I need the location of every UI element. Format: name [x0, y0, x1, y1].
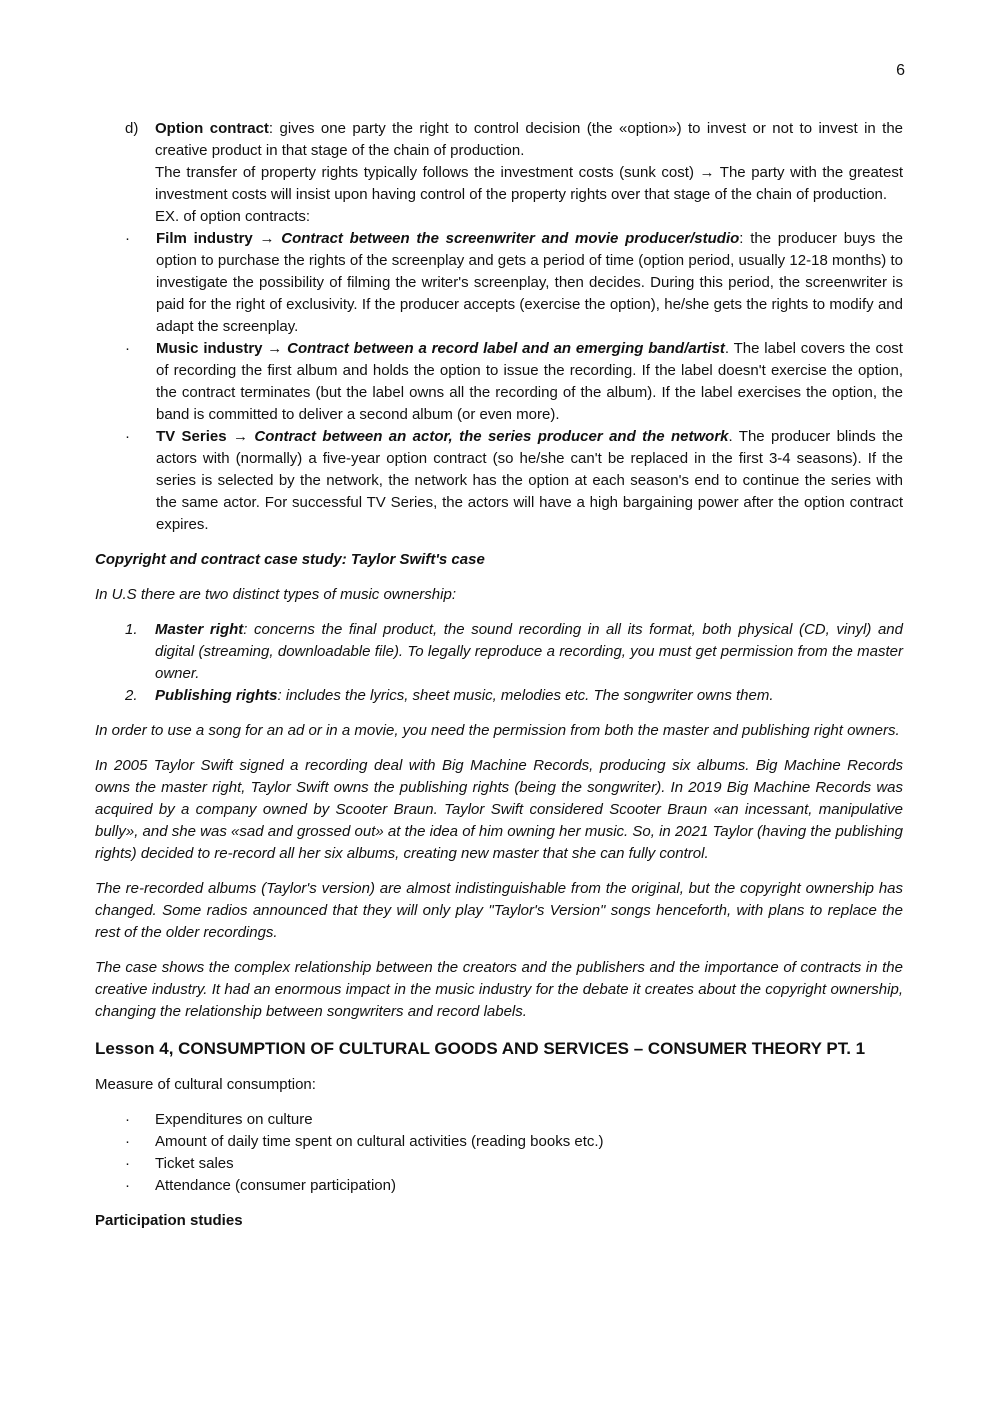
case-paragraph: In 2005 Taylor Swift signed a recording deal with Big Machine Records, producing six albums. Big Machine Records owns the master right, Taylor Swift owns the publishing rights (being the songwriter). In 2019 Big Machine Records was acquired by a company owned by Scooter Braun. Taylor Swift considered Scooter Braun «an incessant, manipulative bully», and she was «sad and grossed out» at the idea of him owning her music. So, in 2021 Taylor (having the publishing rights) decided to re-record all her six albums, creating new master that she can fully control. [95, 757, 903, 862]
case-paragraph: The re-recorded albums (Taylor's version) are almost indistinguishable from the original, but the copyright ownership has changed. Some radios announced that they will only play "Taylor's Version" songs henceforth, with plans to replace the rest of the older recordings. [95, 880, 903, 941]
list-item [95, 685, 903, 707]
list-item [95, 1175, 903, 1197]
definition-text: : gives one party the right to control decision (the «option») to invest or not to invest in the creative product in that stage of the chain of production. [155, 120, 904, 159]
option-contract-item [95, 118, 903, 228]
industry-label: Music industry → [156, 340, 283, 357]
bullet-dot: · [125, 428, 130, 445]
measure-text: Expenditures on culture [155, 1111, 313, 1128]
page-content [95, 118, 903, 1232]
case-paragraph: The case shows the complex relationship between the creators and the publishers and the importance of contracts in the creative industry. It had an enormous impact in the music industry for the debate it creates about the copyright ownership, changing the relationship between songwriters and record labels. [95, 959, 903, 1020]
list-item [95, 338, 903, 426]
list-item [95, 426, 903, 536]
list-number: 1. [125, 621, 138, 638]
measure-intro: Measure of cultural consumption: [95, 1076, 316, 1093]
example-text: : the producer buys the option to purchase the rights of the screenplay and gets a period of time (option period, usually 12-18 months) to investigate the possibility of filming the writer's screenplay, then decides. During this period, the screenwriter is paid for the right of exclusivity. If the producer accepts (exercise the option), he/she gets the rights to modify and adapt the screenplay. [156, 230, 903, 335]
examples-intro: EX. of option contracts: [155, 208, 311, 225]
case-paragraph: In order to use a song for an ad or in a movie, you need the permission from both the master and publishing right owners. [95, 722, 900, 739]
bullet-dot: · [125, 340, 130, 357]
industry-label: TV Series → [156, 428, 248, 445]
page-number: 6 [896, 62, 905, 79]
ownership-term: Publishing rights [155, 687, 278, 704]
list-item [95, 228, 903, 338]
measure-text: Amount of daily time spent on cultural activities (reading books etc.) [155, 1133, 604, 1150]
bullet-dot: · [125, 1111, 130, 1128]
property-rights-transfer: The transfer of property rights typically follows the investment costs (sunk cost) → The party with the greatest investment costs will insist upon having control of the property rights over that stage of the chain of production. [155, 164, 903, 203]
bullet-dot: · [125, 1133, 130, 1150]
bullet-dot: · [125, 1177, 130, 1194]
list-item [95, 1153, 903, 1175]
ownership-types-list [95, 619, 903, 707]
contract-title: Contract between the screenwriter and movie producer/studio [281, 230, 740, 247]
bullet-dot: · [125, 230, 130, 247]
measure-text: Attendance (consumer participation) [155, 1177, 396, 1194]
list-item [95, 1109, 903, 1131]
example-text: . The label covers the cost of recording the first album and holds the option to issue the recording. If the label doesn't exercise the option, the contract terminates (but the label owns all the recording of the album). If the label exercises the option, the band is committed to deliver a second album (or even more). [156, 340, 903, 423]
example-text: . The producer blinds the actors with (normally) a five-year option contract (so he/she can't be replaced in the first 3-4 seasons). If the series is selected by the network, the network has the option at each season's end to continue the series with the same actor. For successful TV Series, the actors will have a high bargaining power after the option contract expires. [156, 428, 904, 533]
industry-label: Film industry → [156, 230, 275, 247]
ownership-text: : concerns the final product, the sound recording in all its format, both physical (CD, vinyl) and digital (streaming, downloadable file). To legally reproduce a recording, you must get permission from the master owner. [155, 621, 903, 682]
ownership-term: Master right [155, 621, 244, 638]
measures-list [95, 1109, 903, 1197]
bullet-dot: · [125, 1155, 130, 1172]
list-item [95, 619, 903, 685]
option-contract-definition [155, 118, 903, 162]
measure-text: Ticket sales [155, 1155, 234, 1172]
list-marker: d) [125, 120, 139, 137]
ownership-intro: In U.S there are two distinct types of music ownership: [95, 586, 456, 603]
contract-title: Contract between a record label and an emerging band/artist [287, 340, 725, 357]
list-item [95, 1131, 903, 1153]
case-study-title: Copyright and contract case study: Taylor Swift's case [95, 551, 485, 568]
ownership-text: : includes the lyrics, sheet music, melodies etc. The songwriter owns them. [277, 687, 774, 704]
term-option-contract: Option contract [155, 120, 269, 137]
subheading-participation: Participation studies [95, 1212, 243, 1229]
lesson-heading: Lesson 4, CONSUMPTION OF CULTURAL GOODS AND SERVICES – CONSUMER THEORY PT. 1 [95, 1039, 866, 1058]
contract-title: Contract between an actor, the series producer and the network [254, 428, 729, 445]
option-contract-examples [95, 228, 903, 536]
list-number: 2. [125, 687, 138, 704]
